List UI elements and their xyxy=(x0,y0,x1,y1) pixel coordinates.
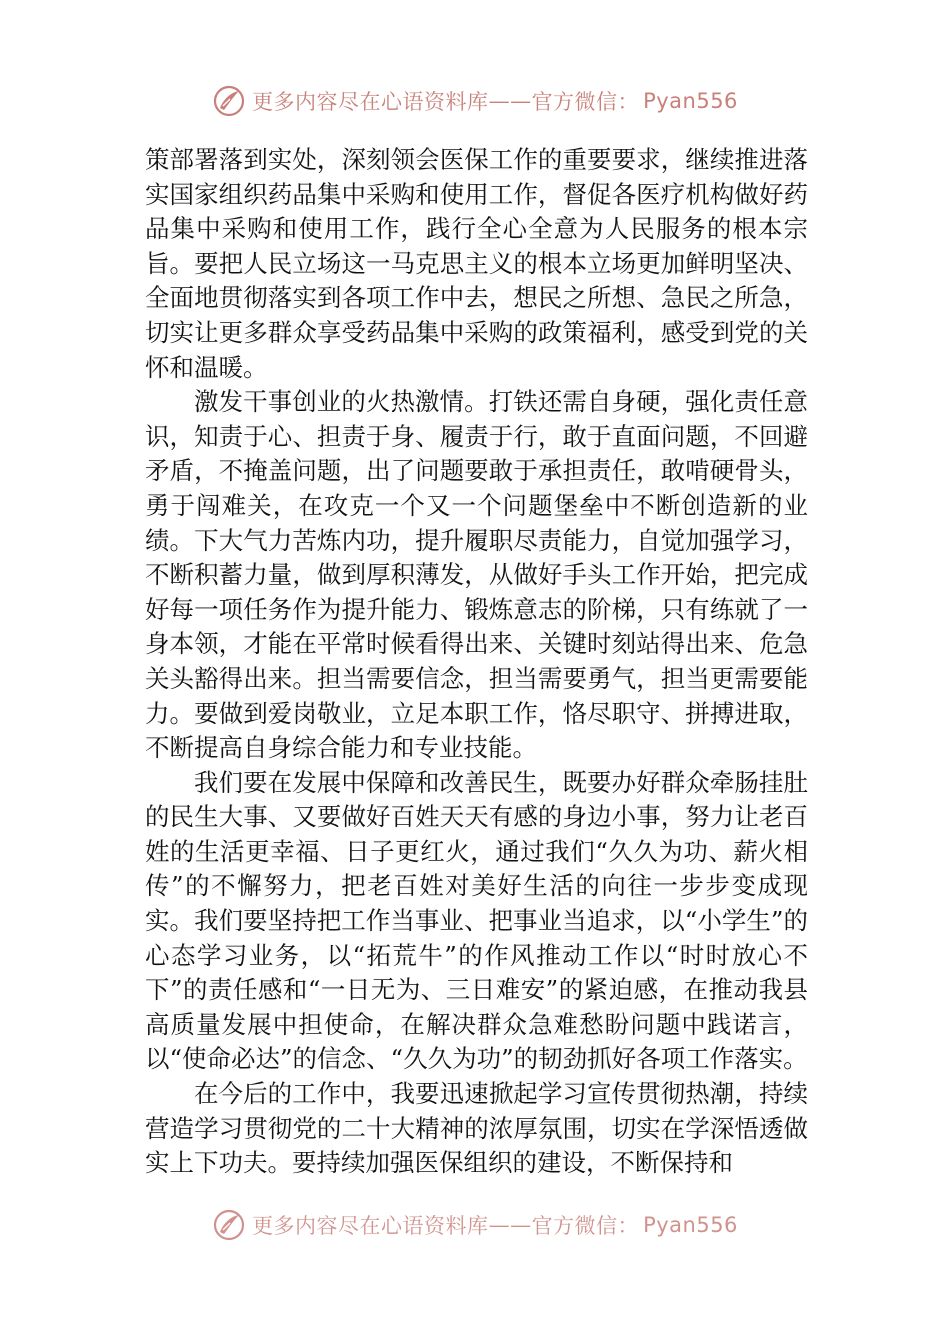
watermark-footer xyxy=(0,1208,950,1242)
paragraph-4: 在今后的工作中，我要迅速掀起学习宣传贯彻热潮，持续营造学习贯彻党的二十大精神的浓厚氛围，切实在学深悟透做实上下功夫。要持续加强医保组织的建设，不断保持和 xyxy=(145,1079,808,1178)
watermark-dash: —— xyxy=(488,89,532,113)
paragraph-3: 我们要在发展中保障和改善民生，既要办好群众牵肠挂肚的民生大事、又要做好百姓天天有感的身边小事，努力让老百姓的生活更幸福、日子更红火，通过我们“久久为功、薪火相传”的不懈努力，把老百姓对美好生活的向往一步步变成现实。我们要坚持把工作当事业、把事业当追求，以“小学生”的心态学习业务，以“拓荒牛”的作风推动工作以“时时放心不下”的责任感和“一日无为、三日难安”的紧迫感，在推动我县高质量发展中担使命，在解决群众急难愁盼问题中践诺言，以“使命必达”的信念、“久久为功”的韧劲抓好各项工作落实。 xyxy=(145,767,808,1074)
pen-logo-icon xyxy=(212,84,246,118)
watermark-wechat-id: Pyan556 xyxy=(643,89,738,113)
watermark-site-name: 更多内容尽在心语资料库 xyxy=(252,1214,489,1238)
paragraph-2: 激发干事创业的火热激情。打铁还需自身硬，强化责任意识，知责于心、担责于身、履责于行，敢于直面问题，不回避矛盾，不掩盖问题，出了问题要敢于承担责任，敢啃硬骨头，勇于闯难关，在攻克一个又一个问题堡垒中不断创造新的业绩。下大气力苦炼内功，提升履职尽责能力，自觉加强学习，不断积蓄力量，做到厚积薄发，从做好手头工作开始，把完成好每一项任务作为提升能力、锻炼意志的阶梯，只有练就了一身本领，才能在平常时候看得出来、关键时刻站得出来、危急关头豁得出来。担当需要信念，担当需要勇气，担当更需要能力。要做到爱岗敬业，立足本职工作，恪尽职守、拼搏进取，不断提高自身综合能力和专业技能。 xyxy=(145,387,808,763)
watermark-wechat-id: Pyan556 xyxy=(643,1213,738,1237)
watermark-wechat-label: 官方微信： xyxy=(531,90,640,114)
pen-logo-icon xyxy=(212,1208,246,1242)
watermark-site-name: 更多内容尽在心语资料库 xyxy=(252,90,489,114)
document-body xyxy=(145,143,808,1181)
paragraph-1: 策部署落到实处，深刻领会医保工作的重要要求，继续推进落实国家组织药品集中采购和使用工作，督促各医疗机构做好药品集中采购和使用工作，践行全心全意为人民服务的根本宗旨。要把人民立场这一马克思主义的根本立场更加鲜明坚决、全面地贯彻落实到各项工作中去，想民之所想、急民之所急，切实让更多群众享受药品集中采购的政策福利，感受到党的关怀和温暖。 xyxy=(145,145,808,382)
watermark-header xyxy=(0,84,950,118)
watermark-dash: —— xyxy=(488,1213,532,1237)
watermark-wechat-label: 官方微信： xyxy=(531,1214,640,1238)
